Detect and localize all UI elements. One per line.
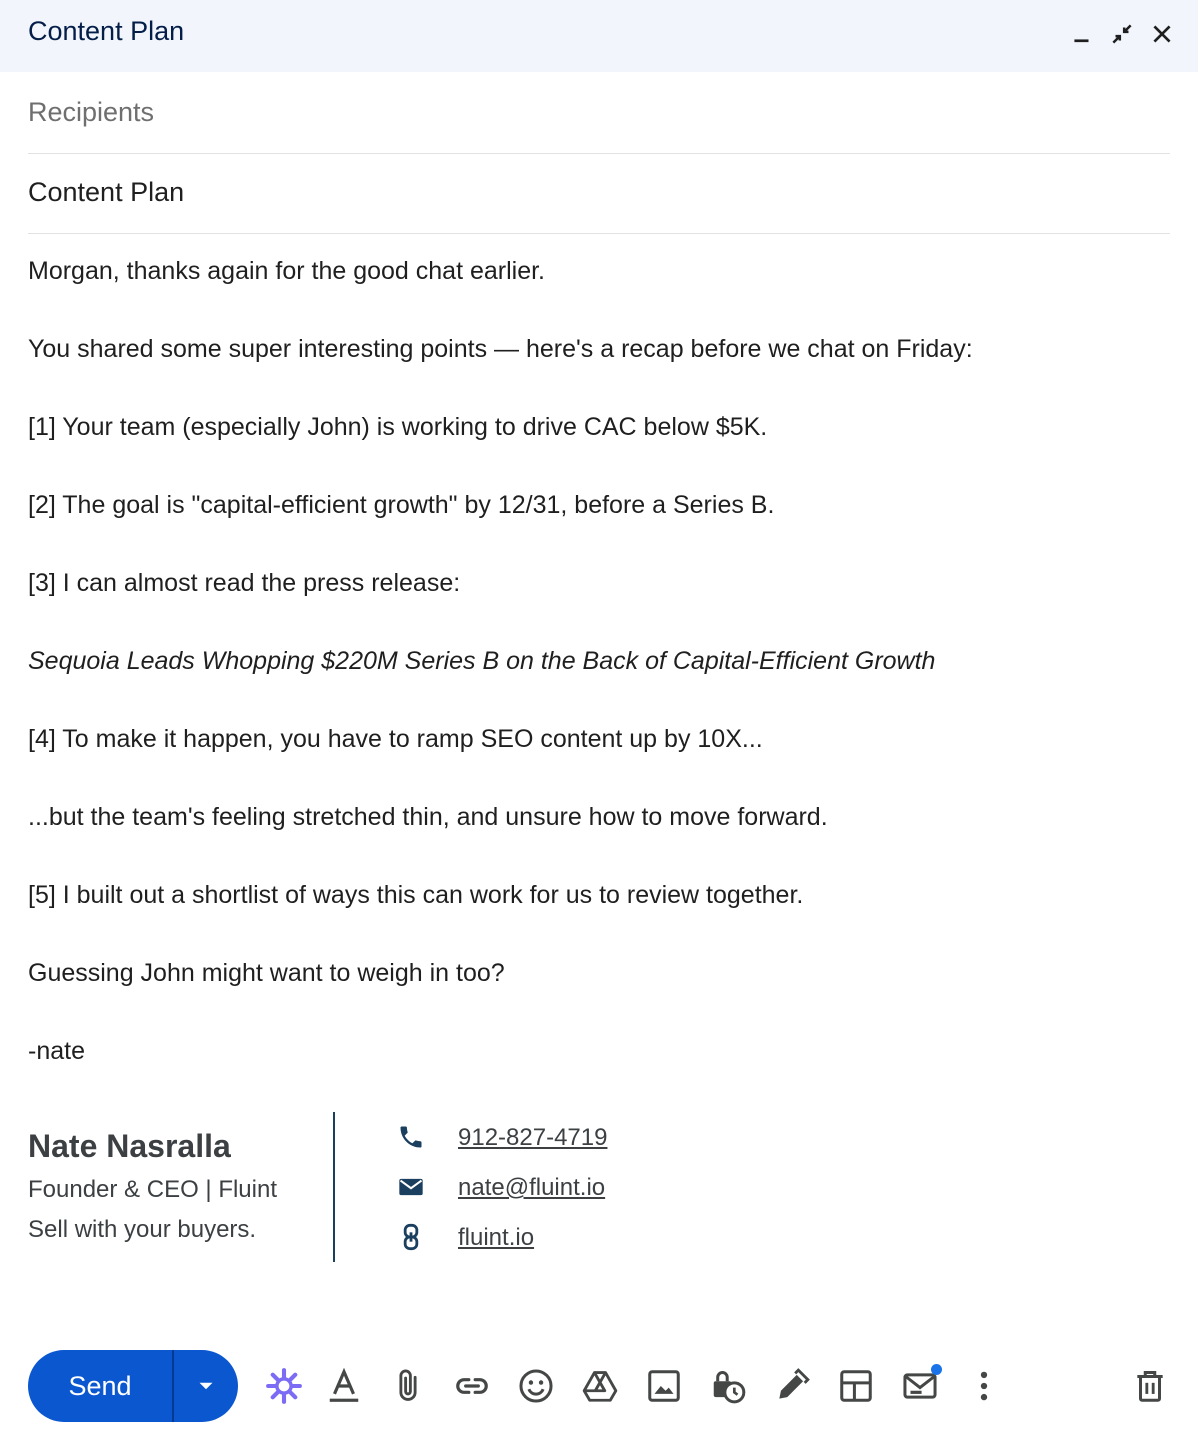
body-line: [2] The goal is "capital-efficient growth" by 12/31, before a Series B.	[28, 491, 775, 519]
minimize-button[interactable]	[1064, 16, 1100, 52]
link-icon	[453, 1367, 491, 1405]
body-line: Morgan, thanks again for the good chat earlier.	[28, 257, 545, 285]
link-chain-icon	[396, 1222, 426, 1252]
signature-phone-row	[396, 1120, 608, 1154]
insert-photo-button[interactable]	[640, 1362, 688, 1410]
gemini-icon	[265, 1367, 303, 1405]
signature-phone-link[interactable]: 912-827-4719	[458, 1124, 608, 1151]
subject-field[interactable]	[28, 154, 1170, 234]
signature-button[interactable]	[768, 1362, 816, 1410]
minimize-icon	[1069, 21, 1095, 47]
send-button[interactable]: Send	[68, 1370, 132, 1401]
email-signature	[28, 1112, 728, 1262]
notification-dot	[931, 1364, 942, 1375]
confidential-mode-icon	[709, 1367, 747, 1405]
signature-website-link[interactable]: fluint.io	[458, 1224, 535, 1251]
signature-divider	[333, 1112, 335, 1262]
more-options-icon	[965, 1367, 1003, 1405]
layouts-button[interactable]	[896, 1362, 944, 1410]
message-body[interactable]	[28, 256, 1170, 1114]
attach-button[interactable]	[384, 1362, 432, 1410]
body-line: ...but the team's feeling stretched thin, and unsure how to move forward.	[28, 803, 828, 831]
mail-icon	[396, 1172, 426, 1202]
discard-draft-button[interactable]	[1126, 1362, 1174, 1410]
emoji-icon	[517, 1367, 555, 1405]
exit-fullscreen-button[interactable]	[1104, 16, 1140, 52]
compose-header	[0, 0, 1198, 72]
signature-role: Founder & CEO | Fluint	[28, 1176, 277, 1203]
body-line: You shared some super interesting points — here's a recap before we chat on Friday:	[28, 335, 973, 363]
template-button[interactable]	[832, 1362, 880, 1410]
body-line: [1] Your team (especially John) is working to drive CAC below $5K.	[28, 413, 768, 441]
send-button-group	[28, 1350, 238, 1422]
body-line: [5] I built out a shortlist of ways this can work for us to review together.	[28, 881, 804, 909]
send-options-button[interactable]	[174, 1350, 238, 1422]
body-line-italic: Sequoia Leads Whopping $220M Series B on the Back of Capital-Efficient Growth	[28, 647, 936, 675]
formatting-button[interactable]	[320, 1362, 368, 1410]
caret-down-icon	[193, 1373, 219, 1399]
signature-website-row	[396, 1220, 535, 1254]
close-icon	[1149, 21, 1175, 47]
signature-pen-icon	[773, 1367, 811, 1405]
signature-name: Nate Nasralla	[28, 1128, 231, 1164]
confidential-mode-button[interactable]	[704, 1362, 752, 1410]
signature-tagline: Sell with your buyers.	[28, 1216, 257, 1243]
body-line: Guessing John might want to weigh in too?	[28, 959, 505, 987]
insert-link-button[interactable]	[448, 1362, 496, 1410]
signature-email-link[interactable]: nate@fluint.io	[458, 1174, 606, 1201]
recipients-field[interactable]	[28, 74, 1170, 154]
body-line: [4] To make it happen, you have to ramp SEO content up by 10X...	[28, 725, 763, 753]
drive-icon	[581, 1367, 619, 1405]
signature-email-row	[396, 1170, 606, 1204]
formatting-icon	[325, 1367, 363, 1405]
attach-icon	[389, 1367, 427, 1405]
window-title: Content Plan	[28, 16, 185, 46]
phone-icon	[396, 1122, 426, 1152]
template-icon	[837, 1367, 875, 1405]
discard-icon	[1131, 1367, 1169, 1405]
photo-icon	[645, 1367, 683, 1405]
more-options-button[interactable]	[960, 1362, 1008, 1410]
emoji-button[interactable]	[512, 1362, 560, 1410]
subject-text: Content Plan	[28, 177, 185, 207]
recipients-placeholder: Recipients	[28, 97, 155, 127]
body-line: -nate	[28, 1037, 85, 1065]
close-button[interactable]	[1144, 16, 1180, 52]
drive-button[interactable]	[576, 1362, 624, 1410]
exit-fullscreen-icon	[1109, 21, 1135, 47]
gemini-button[interactable]	[260, 1362, 308, 1410]
compose-toolbar	[0, 1340, 1198, 1430]
body-line: [3] I can almost read the press release:	[28, 569, 461, 597]
